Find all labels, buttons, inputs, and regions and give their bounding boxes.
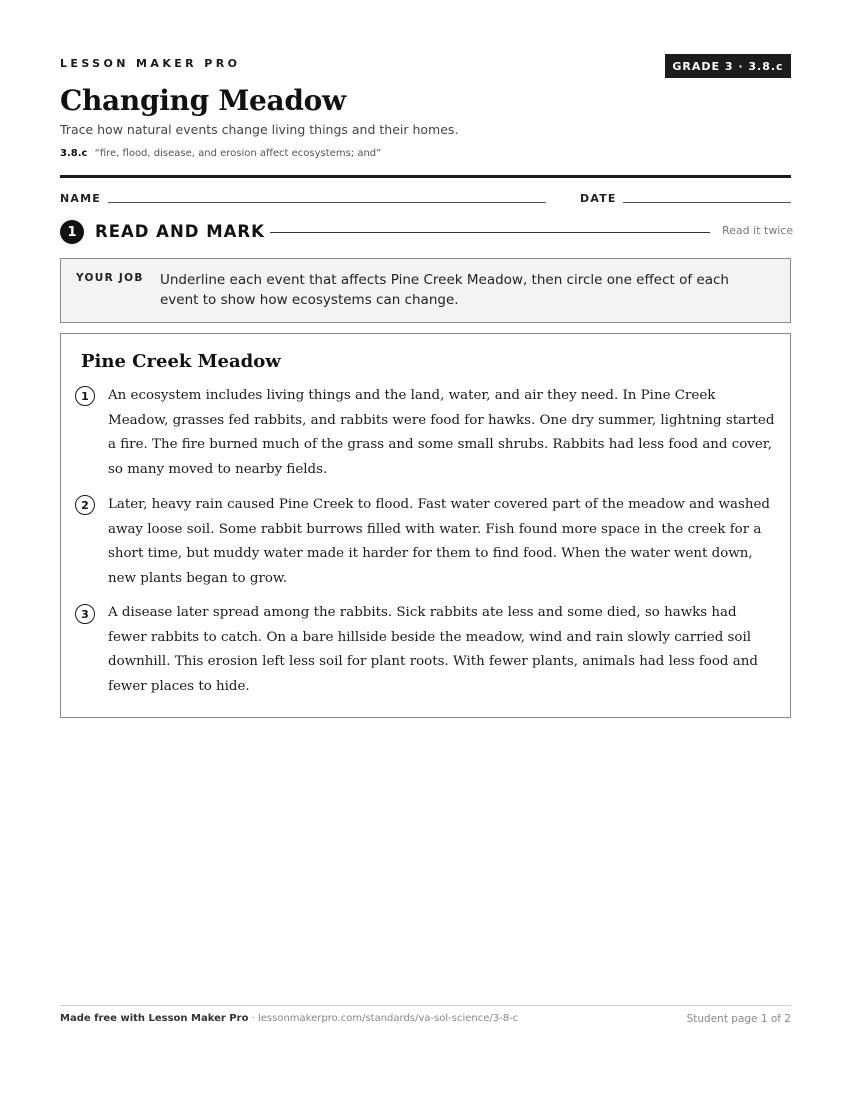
- standard-reference: [60, 148, 381, 159]
- header-divider: [60, 175, 791, 178]
- footer-credit: [60, 1013, 518, 1024]
- footer-url[interactable]: · lessonmakerpro.com/standards/va-sol-science/3-8-c: [251, 1013, 519, 1024]
- standard-text: “fire, flood, disease, and erosion affect ecosystems; and”: [94, 148, 382, 159]
- section-divider: [270, 232, 710, 233]
- paragraph-number: 2: [75, 495, 95, 515]
- section-number-badge: 1: [60, 220, 84, 244]
- section-title: READ AND MARK: [95, 222, 265, 241]
- passage-paragraph: A disease later spread among the rabbits. Sick rabbits ate less and some died, so hawks had fewer rabbits to catch. On a bare hillside beside the meadow, wind and rain slowly carried soil downhill. This erosion left less soil for plant roots. With fewer plants, animals had less food and fewer places to hide.: [108, 605, 758, 694]
- brand-name: LESSON MAKER PRO: [60, 57, 241, 70]
- passage-paragraph: Later, heavy rain caused Pine Creek to flood. Fast water covered part of the meadow and washed away loose soil. Some rabbit burrows filled with water. Fish found more space in the creek for a short time, but muddy water made it harder for them to find food. When the water went down, new plants began to grow.: [108, 497, 770, 586]
- name-label: NAME: [60, 192, 101, 205]
- passage-title: Pine Creek Meadow: [81, 351, 281, 372]
- date-label: DATE: [580, 192, 617, 205]
- standard-code: 3.8.c: [60, 148, 88, 159]
- paragraph-number: 3: [75, 604, 95, 624]
- passage-paragraph: An ecosystem includes living things and the land, water, and air they need. In Pine Creek Meadow, grasses fed rabbits, and rabbits were food for hawks. One dry summer, lightning started a fire. The fire burned much of the grass and some small shrubs. Rabbits had less food and cover, so many moved to nearby fields.: [108, 388, 775, 477]
- date-field[interactable]: [623, 202, 791, 203]
- instructions-text: Underline each event that affects Pine Creek Meadow, then circle one effect of each event to show how ecosystems can change.: [160, 272, 729, 308]
- footer-divider: [60, 1005, 791, 1006]
- page-indicator: Student page 1 of 2: [686, 1013, 791, 1025]
- instructions-box: [60, 258, 791, 323]
- grade-badge: GRADE 3 · 3.8.c: [665, 54, 791, 78]
- reading-passage: [60, 333, 791, 718]
- paragraph-number: 1: [75, 386, 95, 406]
- section-note: Read it twice: [722, 224, 794, 237]
- name-field[interactable]: [108, 202, 546, 203]
- footer-made-with: Made free with Lesson Maker Pro: [60, 1013, 249, 1024]
- worksheet-title: Changing Meadow: [60, 84, 346, 117]
- instructions-label: YOUR JOB: [76, 272, 144, 284]
- worksheet-subtitle: Trace how natural events change living things and their homes.: [60, 122, 459, 137]
